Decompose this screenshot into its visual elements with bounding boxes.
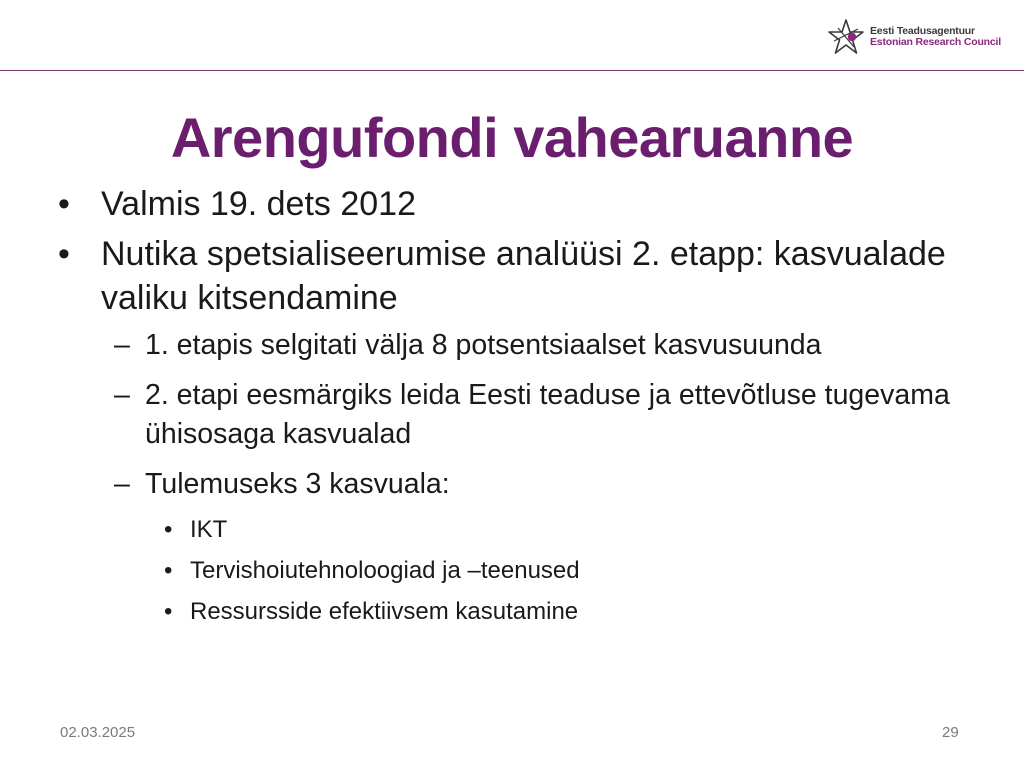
bullet-marker: • bbox=[58, 185, 70, 223]
sub-sub-bullet-item bbox=[58, 515, 988, 545]
logo-name-english: Estonian Research Council bbox=[870, 36, 1001, 48]
bullet-marker: • bbox=[164, 557, 173, 584]
sub-bullet-item bbox=[58, 376, 988, 454]
bullet-marker: • bbox=[164, 516, 173, 543]
dash-marker: – bbox=[114, 329, 130, 361]
header-divider bbox=[0, 70, 1024, 71]
sub-bullet-item bbox=[58, 465, 988, 504]
sub-sub-bullet-item bbox=[58, 597, 988, 627]
bullet-text: Nutika spetsialiseerumise analüüsi 2. etapp: kasvualade valiku kitsendamine bbox=[101, 235, 946, 317]
slide-number: 29 bbox=[942, 724, 959, 741]
bullet-item bbox=[58, 182, 988, 226]
sub-bullet-item bbox=[58, 326, 988, 365]
sub-bullet-text: 1. etapis selgitati välja 8 potsentsiaalset kasvusuunda bbox=[145, 329, 822, 361]
star-logo-icon bbox=[826, 17, 866, 57]
sub-sub-bullet-text: Tervishoiutehnoloogiad ja –teenused bbox=[190, 557, 580, 584]
sub-sub-bullet-text: Ressursside efektiivsem kasutamine bbox=[190, 598, 579, 625]
dash-marker: – bbox=[114, 379, 130, 411]
slide-body bbox=[58, 182, 988, 638]
bullet-marker: • bbox=[58, 235, 70, 273]
sub-bullet-text: Tulemuseks 3 kasvuala: bbox=[145, 468, 450, 500]
slide-title: Arengufondi vahearuanne bbox=[170, 106, 854, 169]
sub-sub-bullet-text: IKT bbox=[190, 516, 228, 543]
logo-name-estonian: Eesti Teadusagentuur bbox=[870, 25, 975, 37]
logo-text bbox=[870, 26, 1001, 48]
sub-sub-bullet-item bbox=[58, 556, 988, 586]
bullet-item bbox=[58, 232, 988, 320]
bullet-text: Valmis 19. dets 2012 bbox=[101, 185, 416, 223]
bullet-marker: • bbox=[164, 598, 173, 625]
estonian-research-council-logo bbox=[826, 16, 1006, 58]
dash-marker: – bbox=[114, 468, 130, 500]
footer-date: 02.03.2025 bbox=[60, 724, 136, 741]
sub-bullet-text: 2. etapi eesmärgiks leida Eesti teaduse ja ettevõtluse tugevama ühisosaga kasvualad bbox=[145, 379, 950, 450]
